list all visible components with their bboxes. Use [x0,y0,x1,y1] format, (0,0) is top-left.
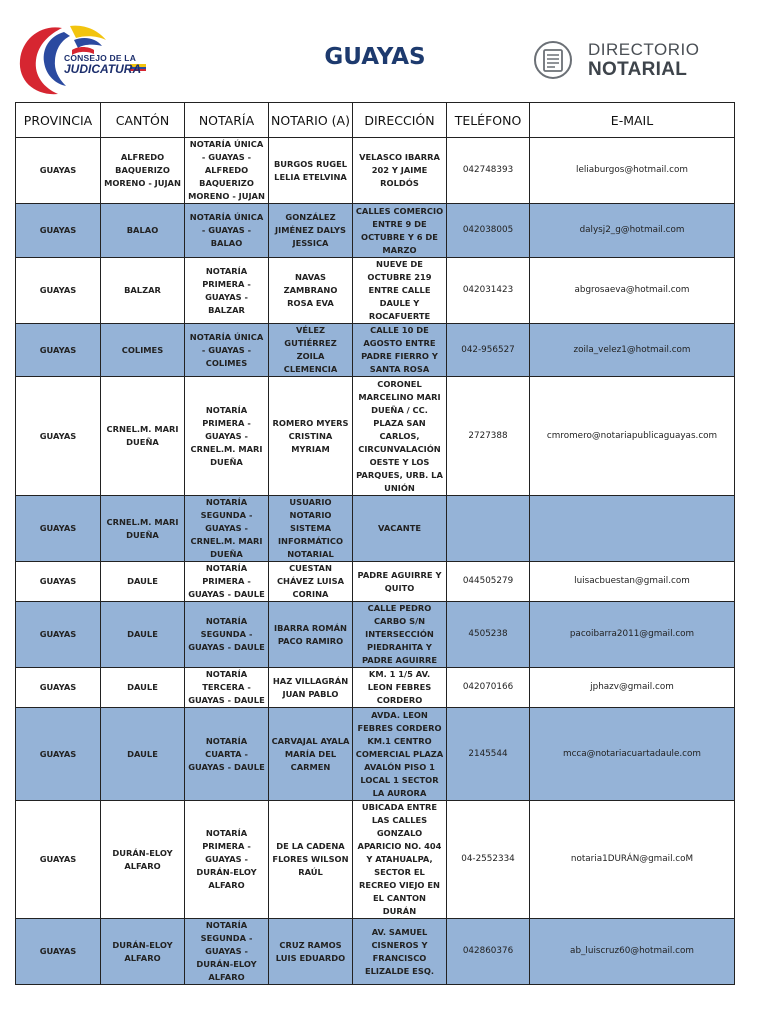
cell-email[interactable]: leliaburgos@hotmail.com [530,138,735,204]
cell-notaria: NOTARÍA SEGUNDA - GUAYAS - CRNEL.M. MARI DUEÑA [185,496,269,562]
cell-provincia: GUAYAS [16,562,101,602]
logo-text-line1: CONSEJO DE LA [64,53,137,63]
table-row [16,377,735,496]
cell-canton: DAULE [101,668,185,708]
cell-email[interactable]: cmromero@notariapublicaguayas.com [530,377,735,496]
cell-canton: DAULE [101,708,185,801]
table-row [16,324,735,377]
column-header-notario: NOTARIO (A) [269,103,353,138]
cell-telefono: 044505279 [447,562,530,602]
cell-provincia: GUAYAS [16,258,101,324]
cell-provincia: GUAYAS [16,919,101,985]
cell-telefono: 042860376 [447,919,530,985]
column-header-notaria: NOTARÍA [185,103,269,138]
cell-notaria: NOTARÍA ÚNICA - GUAYAS - BALAO [185,204,269,258]
cell-notaria: NOTARÍA TERCERA - GUAYAS - DAULE [185,668,269,708]
cell-notario: NAVAS ZAMBRANO ROSA EVA [269,258,353,324]
cell-provincia: GUAYAS [16,377,101,496]
column-header-canton: CANTÓN [101,103,185,138]
cell-email[interactable]: mcca@notariacuartadaule.com [530,708,735,801]
table-row [16,496,735,562]
cell-canton: DURÁN-ELOY ALFARO [101,919,185,985]
cell-notaria: NOTARÍA CUARTA - GUAYAS - DAULE [185,708,269,801]
column-header-email: E-MAIL [530,103,735,138]
brand-notarial: NOTARIAL [588,59,688,80]
table-row [16,668,735,708]
cell-canton: DURÁN-ELOY ALFARO [101,801,185,919]
cell-canton: COLIMES [101,324,185,377]
cell-email[interactable]: ab_luiscruz60@hotmail.com [530,919,735,985]
cell-canton: BALZAR [101,258,185,324]
cell-notario: ROMERO MYERS CRISTINA MYRIAM [269,377,353,496]
table-row [16,602,735,668]
cell-direccion: PADRE AGUIRRE Y QUITO [353,562,447,602]
cell-telefono: 2145544 [447,708,530,801]
cell-telefono [447,496,530,562]
cell-direccion: CALLES COMERCIO ENTRE 9 DE OCTUBRE Y 6 DE MARZO [353,204,447,258]
cell-canton: BALAO [101,204,185,258]
cell-notario: BURGOS RUGEL LELIA ETELVINA [269,138,353,204]
cell-notario: USUARIO NOTARIO SISTEMA INFORMÁTICO NOTARIAL [269,496,353,562]
page-title: GUAYAS [324,44,426,70]
cell-direccion: NUEVE DE OCTUBRE 219 ENTRE CALLE DAULE Y ROCAFUERTE [353,258,447,324]
logo-text-line2: JUDICATURA [64,62,142,76]
column-header-telefono: TELÉFONO [447,103,530,138]
cell-direccion: KM. 1 1/5 AV. LEON FEBRES CORDERO [353,668,447,708]
cell-notario: HAZ VILLAGRÁN JUAN PABLO [269,668,353,708]
cell-notaria: NOTARÍA ÚNICA - GUAYAS - COLIMES [185,324,269,377]
cell-email[interactable]: abgrosaeva@hotmail.com [530,258,735,324]
cell-notario: CARVAJAL AYALA MARÍA DEL CARMEN [269,708,353,801]
cell-canton: CRNEL.M. MARI DUEÑA [101,496,185,562]
cell-notaria: NOTARÍA PRIMERA - GUAYAS - DURÁN-ELOY ALFARO [185,801,269,919]
cell-notaria: NOTARÍA PRIMERA - GUAYAS - DAULE [185,562,269,602]
table-row [16,708,735,801]
cell-provincia: GUAYAS [16,138,101,204]
cell-direccion: VELASCO IBARRA 202 Y JAIME ROLDÓS [353,138,447,204]
cell-provincia: GUAYAS [16,204,101,258]
cell-provincia: GUAYAS [16,801,101,919]
directory-document-icon [531,40,577,80]
page-header [0,0,768,100]
cell-direccion: CALLE PEDRO CARBO S/N INTERSECCIÓN PIEDRAHITA Y PADRE AGUIRRE [353,602,447,668]
cell-telefono: 042748393 [447,138,530,204]
cell-notario: DE LA CADENA FLORES WILSON RAÚL [269,801,353,919]
cell-direccion: UBICADA ENTRE LAS CALLES GONZALO APARICIO NO. 404 Y ATAHUALPA, SECTOR EL RECREO VIEJO EN EL CANTON DURÁN [353,801,447,919]
cell-notario: CUESTAN CHÁVEZ LUISA CORINA [269,562,353,602]
cell-direccion: AVDA. LEON FEBRES CORDERO KM.1 CENTRO COMERCIAL PLAZA AVALÓN PISO 1 LOCAL 1 SECTOR LA AURORA [353,708,447,801]
cell-telefono: 042031423 [447,258,530,324]
cell-canton: CRNEL.M. MARI DUEÑA [101,377,185,496]
cell-notario: CRUZ RAMOS LUIS EDUARDO [269,919,353,985]
cell-notaria: NOTARÍA SEGUNDA - GUAYAS - DAULE [185,602,269,668]
cell-direccion: AV. SAMUEL CISNEROS Y FRANCISCO ELIZALDE ESQ. [353,919,447,985]
cell-notaria: NOTARÍA SEGUNDA - GUAYAS - DURÁN-ELOY ALFARO [185,919,269,985]
cell-telefono: 2727388 [447,377,530,496]
table-row [16,258,735,324]
cell-direccion: CORONEL MARCELINO MARI DUEÑA / CC. PLAZA SAN CARLOS, CIRCUNVALACIÓN OESTE Y LOS PARQUES, URB. LA UNIÓN [353,377,447,496]
cell-telefono: 042038005 [447,204,530,258]
cell-provincia: GUAYAS [16,602,101,668]
cell-email[interactable]: zoila_velez1@hotmail.com [530,324,735,377]
cell-telefono: 042-956527 [447,324,530,377]
column-header-provincia: PROVINCIA [16,103,101,138]
cell-notario: IBARRA ROMÁN PACO RAMIRO [269,602,353,668]
column-header-direccion: DIRECCIÓN [353,103,447,138]
cell-email[interactable]: dalysj2_g@hotmail.com [530,204,735,258]
cell-email[interactable]: luisacbuestan@gmail.com [530,562,735,602]
notary-directory-table [15,102,735,985]
table-row [16,138,735,204]
table-row [16,801,735,919]
table-row [16,919,735,985]
cell-provincia: GUAYAS [16,708,101,801]
cell-notaria: NOTARÍA PRIMERA - GUAYAS - CRNEL.M. MARI DUEÑA [185,377,269,496]
cell-email[interactable]: notaria1DURÁN@gmail.coM [530,801,735,919]
cell-telefono: 042070166 [447,668,530,708]
table-row [16,204,735,258]
cell-telefono: 04-2552334 [447,801,530,919]
table-header-row [16,103,735,138]
cell-notaria: NOTARÍA PRIMERA - GUAYAS - BALZAR [185,258,269,324]
cell-notario: GONZÁLEZ JIMÉNEZ DALYS JESSICA [269,204,353,258]
brand-directorio: DIRECTORIO [588,40,700,59]
cell-notaria: NOTARÍA ÚNICA - GUAYAS - ALFREDO BAQUERIZO MORENO - JUJAN [185,138,269,204]
cell-email [530,496,735,562]
cell-email[interactable]: pacoibarra2011@gmail.com [530,602,735,668]
cell-notario: VÉLEZ GUTIÉRREZ ZOILA CLEMENCIA [269,324,353,377]
cell-canton: DAULE [101,602,185,668]
cell-direccion: CALLE 10 DE AGOSTO ENTRE PADRE FIERRO Y SANTA ROSA [353,324,447,377]
cell-provincia: GUAYAS [16,496,101,562]
cell-email[interactable]: jphazv@gmail.com [530,668,735,708]
cell-canton: DAULE [101,562,185,602]
cell-provincia: GUAYAS [16,324,101,377]
cell-provincia: GUAYAS [16,668,101,708]
table-row [16,562,735,602]
cell-direccion: VACANTE [353,496,447,562]
cell-telefono: 4505238 [447,602,530,668]
cell-canton: ALFREDO BAQUERIZO MORENO - JUJAN [101,138,185,204]
